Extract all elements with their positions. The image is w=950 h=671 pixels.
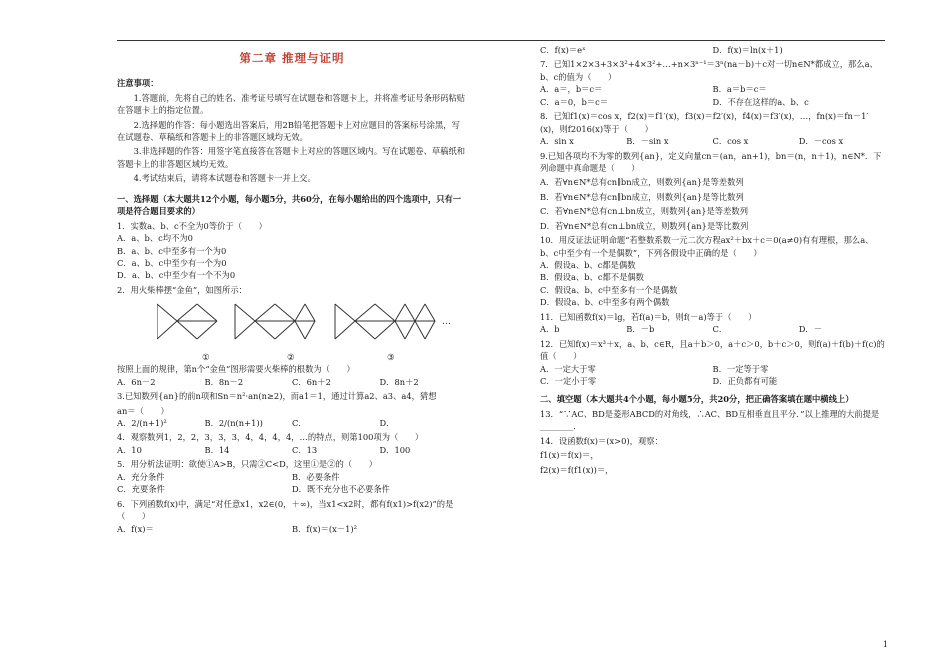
option: A．sin x (540, 136, 574, 147)
question-12-options (540, 363, 885, 388)
section-2-heading: 二、填空题（本大题共4个小题，每小题5分，共20分，把正确答案填在题中横线上） (540, 394, 854, 405)
option: B．2/(n(n+1)) (204, 418, 263, 428)
question-14-line-2: f2(x)＝f(f1(x))＝， (540, 464, 614, 475)
goldfish-matchstick-svg (157, 299, 457, 349)
notice-item: 4.考试结束后，请将本试题卷和答题卡一并上交。 (133, 173, 316, 184)
question-8-stem: 8．已知f1(x)＝cos x，f2(x)＝f1′(x)，f3(x)＝f2′(x)，f4(x)＝f3′(x)，…，fn(x)＝fn－1′(x)，则f2016(x)等于（ ） (540, 111, 869, 134)
option: D．a、b、c中至少有一个不为0 (117, 270, 236, 281)
option: C．f(x)＝eˣ (540, 45, 586, 55)
question-14-stem: 14．设函数f(x)＝(x>0)，观察： (540, 435, 663, 446)
option: A．若∀n∈N*总有cn∥bn成立，则数列{an}是等差数列 (540, 177, 744, 188)
goldfish-labels (157, 351, 467, 361)
option: D．正负都有可能 (712, 375, 778, 386)
question-2-options (117, 376, 467, 388)
option: C．13 (292, 444, 318, 455)
option: D．100 (379, 444, 411, 455)
question-5-options (117, 471, 467, 496)
question-11-stem: 11．已知函数f(x)＝lg，若f(a)＝b，则f(－a)等于（ ） (540, 311, 757, 322)
option: C． (292, 418, 307, 428)
question-2-follow: 按照上面的规律，第n个“金鱼”图形需要火柴棒的根数为（ ） (117, 364, 355, 375)
goldfish-2 (235, 304, 315, 339)
option: B．－b (626, 324, 655, 335)
question-10-stem: 10．用反证法证明命题“若整数系数一元二次方程ax²＋bx＋c＝0(a≠0)有有理根，那么a、b、c中至少有一个是偶数”，下列各假设中正确的是（ ） (540, 235, 874, 258)
left-column (117, 44, 467, 535)
option: A．充分条件 (117, 471, 165, 482)
option: B．8n－2 (204, 376, 244, 387)
option: B．必要条件 (292, 471, 340, 482)
option: A．a＝，b＝c＝ (540, 84, 603, 95)
question-3-options (117, 417, 467, 429)
notice-item: 1.答题前，先将自己的姓名、准考证号填写在试题卷和答题卡上，并将准考证号条形码粘贴在答题卡上的指定位置。 (117, 92, 466, 116)
option: D．若∀n∈N*总有cn⊥bn成立，则数列{an}是等比数列 (540, 220, 749, 231)
option: C．一定小于零 (540, 375, 597, 386)
question-10-options (540, 259, 885, 309)
option: A．a、b、c均不为0 (117, 233, 193, 244)
option: A．b (540, 324, 560, 335)
option: D．不存在这样的a、b、c (712, 96, 809, 107)
question-14-line-1: f1(x)＝f(x)＝， (540, 450, 599, 461)
question-6-options-continued (540, 44, 885, 56)
option: C．a＝0，b＝c＝ (540, 96, 609, 107)
question-12-stem: 12．已知f(x)＝x³＋x，a、b、c∈R，且a＋b＞0，a＋c＞0，b＋c＞0，则f(a)＋f(b)＋f(c)的值（ ） (540, 338, 885, 362)
question-9-stem: 9.已知各项均不为零的数列{an}，定义向量cn＝(an，an+1)，bn＝(n，n＋1)，n∈N*．下列命题中真命题是（ ） (540, 150, 882, 173)
option: C．若∀n∈N*总有cn⊥bn成立，则数列{an}是等差数列 (540, 206, 748, 217)
question-3-stem: 3.已知数列{an}的前n项和Sn＝n²·an(n≥2)，而a1＝1，通过计算a2、a3、a4，猜想 (117, 391, 437, 402)
option: D．假设a、b、c中至多有两个偶数 (540, 297, 670, 308)
option: C．假设a、b、c中至多有一个是偶数 (540, 284, 678, 295)
option: A．f(x)＝ (117, 523, 154, 534)
question-11-options (540, 323, 885, 335)
question-13: 13．“∵AC、BD是菱形ABCD的对角线，∴AC、BD互相垂直且平分．”以上推理的大前提是________． (540, 408, 880, 432)
figure-label: ② (287, 352, 295, 363)
figure-label: ③ (387, 352, 395, 363)
option: A．假设a、b、c都是偶数 (540, 260, 636, 270)
goldfish-figure (157, 299, 467, 349)
option: B．a＝b＝c＝ (712, 84, 767, 95)
option: C．a、b、c中至少有一个为0 (117, 257, 227, 268)
option: B．假设a、b、c都不是偶数 (540, 272, 644, 283)
option: C．充要条件 (117, 484, 165, 495)
question-6-options (117, 523, 467, 535)
question-7-options (540, 83, 885, 108)
option: B．－sin x (626, 136, 669, 147)
page-title: 第二章 推理与证明 (239, 51, 345, 65)
option: D．既不充分也不必要条件 (292, 484, 390, 495)
notice-heading: 注意事项： (117, 78, 159, 89)
option: B．若∀n∈N*总有cn∥bn成立，则数列{an}是等比数列 (540, 191, 744, 202)
question-8-options (540, 135, 885, 147)
option: B．14 (204, 444, 230, 455)
section-1-heading: 一、选择题（本大题共12个小题，每小题5分，共60分，在每小题给出的四个选项中，只有一项是符合题目要求的） (117, 193, 462, 217)
question-7-stem: 7．已知1×2×3+3×3²+4×3²+…+n×3ⁿ⁻¹＝3ⁿ(na－b)＋c对一切n∈N*都成立，那么a、b、c的值为（ ） (540, 59, 878, 82)
notice-item: 3.非选择题的作答：用签字笔直接答在答题卡上对应的答题区域内。写在试题卷、草稿纸和答题卡上的非答题区域均无效。 (117, 146, 466, 169)
top-rule (117, 40, 885, 41)
question-4-options (117, 444, 467, 456)
option: D．－ (798, 324, 822, 335)
option: C．cos x (712, 136, 749, 147)
option: D．f(x)＝ln(x＋1) (712, 45, 783, 55)
question-4-stem: 4．观察数列1，2，2，3，3，3，4，4，4，4，…的特点，则第100项为（ ） (117, 432, 424, 443)
question-5-stem: 5．用分析法证明：欲使①A>B，只需②C<D，这里①是②的（ ） (117, 459, 377, 470)
option: B．a、b、c中至多有一个为0 (117, 245, 227, 256)
goldfish-1 (157, 304, 217, 339)
ellipsis: … (442, 317, 451, 328)
option: A．10 (117, 444, 142, 455)
question-9-options (540, 176, 885, 232)
question-2-stem: 2．用火柴棒摆“金鱼”，如图所示： (117, 284, 247, 295)
question-3-tail: an＝（ ） (117, 405, 169, 416)
option: D．8n＋2 (379, 376, 419, 387)
option: A．一定大于零 (540, 363, 596, 374)
option: D． (379, 418, 395, 428)
question-6-stem: 6．下列函数f(x)中，满足“对任意x1，x2∈(0，＋∞)，当x1<x2时，都有f(x1)>f(x2)”的是（ ） (117, 498, 454, 522)
option: B．f(x)＝(x－1)² (292, 523, 357, 534)
option: C．6n＋2 (292, 376, 331, 387)
notice-item: 2.选择题的作答：每小题选出答案后，用2B铅笔把答题卡上对应题目的答案标号涂黑，写在试题卷、草稿纸和答题卡上的非答题区域均无效。 (117, 119, 460, 142)
option: C． (712, 324, 728, 335)
option: D．－cos x (798, 136, 844, 147)
question-1-stem: 1．实数a、b、c不全为0等价于（ ） (117, 220, 267, 231)
option: A．6n－2 (117, 376, 156, 387)
option: B．一定等于零 (712, 363, 769, 374)
goldfish-3 (335, 304, 435, 339)
question-1-options (117, 232, 467, 282)
figure-label: ① (202, 352, 210, 363)
page-number: 1 (882, 640, 888, 649)
right-column (540, 44, 885, 476)
option: A．2/(n+1)² (117, 418, 167, 428)
